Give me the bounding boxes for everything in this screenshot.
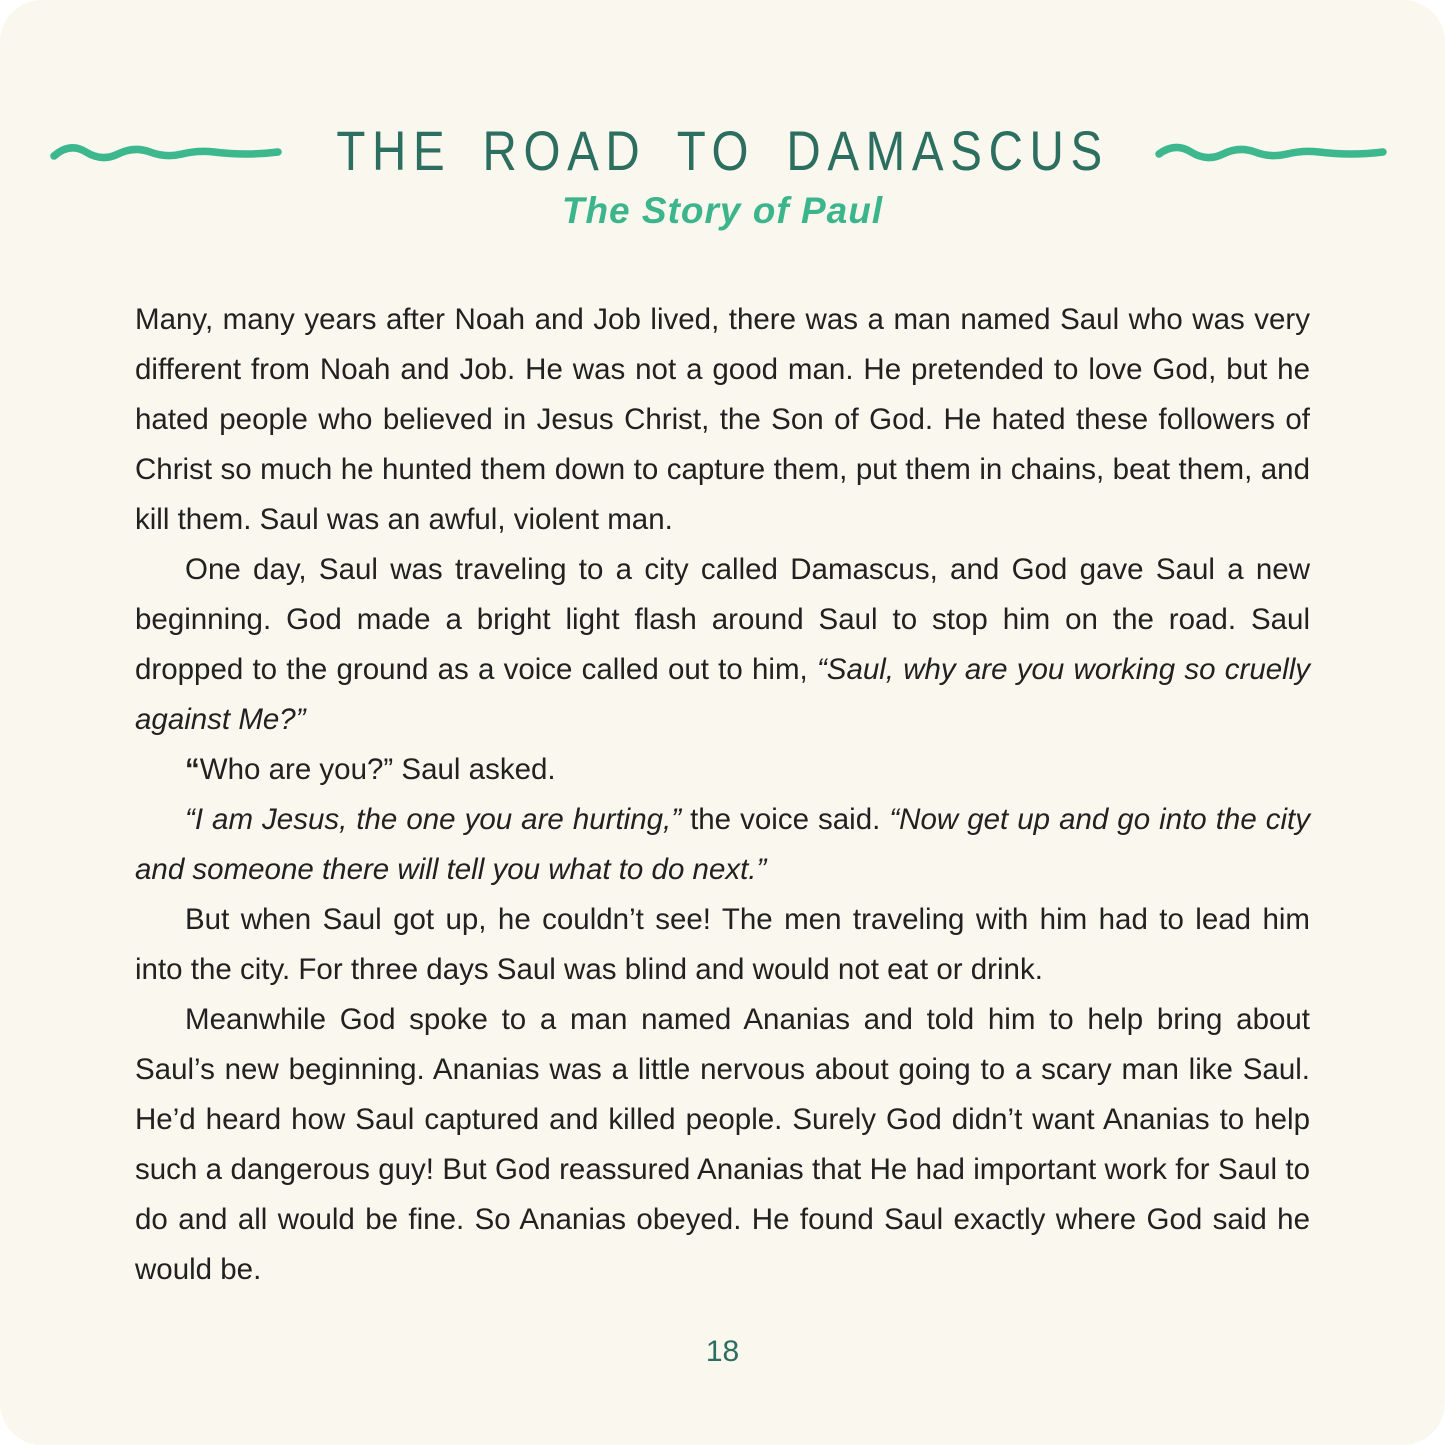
chapter-title-row	[135, 119, 1310, 183]
squiggle-right-icon	[1155, 140, 1395, 166]
chapter-subtitle: The Story of Paul	[561, 190, 884, 231]
chapter-title: THE ROAD TO DAMASCUS	[336, 119, 1109, 183]
chapter-header	[135, 119, 1310, 233]
text-run: “Saul, why are you working so cruelly against Me?”	[135, 653, 1310, 736]
paragraph	[135, 995, 1310, 1295]
text-run: the voice said.	[681, 803, 890, 836]
paragraph	[135, 745, 1310, 795]
paragraph	[135, 895, 1310, 995]
text-run: Meanwhile God spoke to a man named Ananias and told him to help bring about Saul’s new beginning. Ananias was a little nervous about going to a scary man like Saul. He’d heard how Saul captured and killed people. Surely God didn’t want Ananias to help such a dangerous guy! But God reassured Ananias that He had important work for Saul to do and all would be fine. So Ananias obeyed. He found Saul exactly where God said he would be.	[135, 1003, 1310, 1286]
text-run: “Now get up and go into the city and someone there will tell you what to do next.”	[135, 803, 1311, 886]
text-run: One day, Saul was traveling to a city called Damascus, and God gave Saul a new beginning. God made a bright light flash around Saul to stop him on the road. Saul dropped to the ground as a voice called out to him,	[135, 553, 1310, 686]
text-run: “I am Jesus, the one you are hurting,”	[185, 803, 682, 836]
text-run: But when Saul got up, he couldn’t see! The men traveling with him had to lead him into the city. For three days Saul was blind and would not eat or drink.	[135, 903, 1310, 986]
body-text	[135, 295, 1310, 1295]
paragraph	[135, 295, 1310, 545]
squiggle-left-icon	[50, 140, 290, 166]
text-run: “	[185, 753, 200, 786]
text-run: Many, many years after Noah and Job lived, there was a man named Saul who was very different from Noah and Job. He was not a good man. He pretended to love God, but he hated people who believed in Jesus Christ, the Son of God. He hated these followers of Christ so much he hunted them down to capture them, put them in chains, beat them, and kill them. Saul was an awful, violent man.	[135, 303, 1310, 536]
page-number: 18	[705, 1335, 740, 1368]
paragraph	[135, 545, 1310, 745]
paragraph	[135, 795, 1310, 895]
page-footer	[135, 1337, 1310, 1397]
text-run: Who are you?” Saul asked.	[199, 753, 556, 786]
